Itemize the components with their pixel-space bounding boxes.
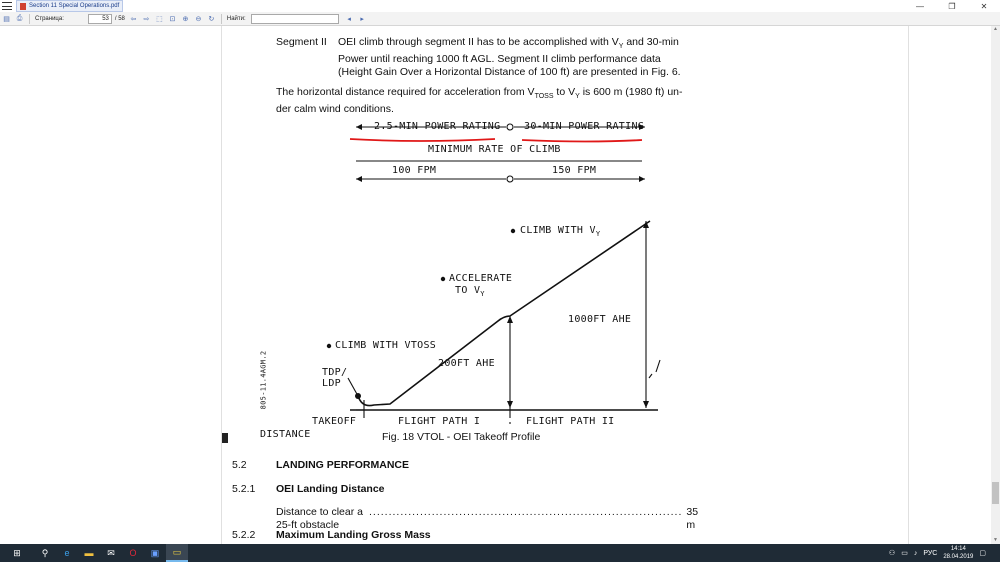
save-icon[interactable]: ▤	[3, 15, 10, 23]
accelerate-label-1: ACCELERATE	[449, 273, 513, 284]
takeoff-label-1: TAKEOFF	[312, 416, 357, 427]
segment-text-1-sub: Y	[618, 43, 624, 51]
climb-vy-label	[520, 225, 600, 238]
tdp-point	[355, 393, 361, 399]
rotate-icon[interactable]: ↻	[208, 15, 215, 23]
horiz-sub-1: TOSS	[534, 93, 554, 101]
section-5-2-1-number: 5.2.1	[232, 483, 256, 495]
takeoff-profile-figure	[259, 118, 670, 427]
input-language[interactable]: РУС	[923, 549, 938, 557]
flight-path-2-label: FLIGHT PATH II	[526, 416, 615, 427]
pdf-reader-taskbar-icon[interactable]: ▭	[166, 544, 188, 562]
fit-width-icon[interactable]: ⊡	[169, 15, 176, 23]
document-tab[interactable]	[16, 0, 123, 12]
min-rate-label: MINIMUM RATE OF CLIMB	[428, 144, 561, 155]
find-previous-icon[interactable]: ◂	[347, 15, 351, 23]
fpm-arrow-knot	[507, 176, 513, 182]
edge-browser-icon[interactable]: e	[64, 548, 70, 558]
tdp-leader	[348, 378, 358, 396]
document-tab-title: Section 11 Special Operations.pdf	[29, 3, 120, 9]
system-tray	[889, 544, 986, 562]
notifications-icon[interactable]: ▢	[979, 550, 986, 557]
figure-caption: Fig. 18 VTOL - OEI Takeoff Profile	[382, 431, 541, 443]
section-5-2-2-title: Maximum Landing Gross Mass	[276, 529, 431, 541]
scrollbar-thumb[interactable]	[992, 482, 999, 504]
opera-browser-icon[interactable]: O	[129, 548, 137, 558]
scroll-down-icon[interactable]: ▼	[993, 537, 998, 543]
horiz-text-1b: to V	[553, 86, 576, 98]
segment-paragraph	[338, 36, 710, 79]
horiz-text-1a: The horizontal distance required for acceleration from V	[276, 86, 535, 98]
segment-label: Segment II	[276, 36, 327, 48]
toolbar	[0, 12, 1000, 26]
power-rating-left: 2.5-MIN POWER RATING	[374, 121, 501, 132]
arrowhead-1000-down	[643, 401, 649, 408]
word-app-icon[interactable]: ▣	[150, 547, 160, 558]
pencil-mark-2	[649, 374, 652, 378]
section-5-2-1-title: OEI Landing Distance	[276, 483, 385, 495]
revision-bar	[222, 433, 228, 443]
clock-date: 28.04.2019	[943, 554, 974, 560]
leader-dots: ................................................................................	[369, 506, 683, 518]
toolbar-divider	[29, 14, 30, 24]
find-input[interactable]	[251, 14, 339, 24]
minimize-button[interactable]: —	[916, 1, 924, 11]
flight-path-1-label: FLIGHT PATH I	[398, 416, 481, 427]
horiz-sub-2: Y	[575, 93, 580, 101]
page-total: / 58	[114, 15, 125, 22]
power-arrow-knot	[507, 124, 513, 130]
horiz-text-2: der calm wind conditions.	[276, 103, 394, 116]
page-label: Страница:	[35, 15, 64, 22]
people-icon[interactable]: ⚇	[888, 550, 896, 557]
red-underline-right	[522, 140, 642, 142]
power-rating-right: 30-MIN POWER RATING	[524, 121, 645, 132]
vertical-scrollbar[interactable]	[991, 26, 1000, 544]
close-button[interactable]: ✕	[980, 1, 988, 11]
document-viewer[interactable]	[0, 26, 1000, 544]
arrowhead-200-up	[507, 316, 513, 323]
ahe-1000-label: 1000FT AHE	[568, 314, 632, 325]
clock[interactable]	[943, 545, 973, 561]
acceleration-paragraph	[276, 86, 700, 116]
scroll-up-icon[interactable]: ▲	[993, 26, 998, 32]
takeoff-label-2: DISTANCE	[260, 429, 311, 440]
arrowhead-top-left	[356, 124, 362, 130]
hamburger-menu-icon[interactable]	[2, 1, 12, 11]
ahe-200-label: 200FT AHE	[438, 358, 495, 369]
windows-taskbar	[0, 544, 1000, 562]
toolbar-divider	[221, 14, 222, 24]
section-5-2-2-number: 5.2.2	[232, 529, 256, 541]
restore-button[interactable]: ❐	[948, 1, 956, 11]
file-explorer-icon[interactable]: ▬	[84, 548, 94, 558]
arrowhead-200-down	[507, 401, 513, 408]
tdp-label-2: LDP	[322, 378, 341, 389]
page-number-input[interactable]: 53	[88, 14, 112, 24]
section-5-2-title: LANDING PERFORMANCE	[276, 459, 409, 471]
pencil-mark-1	[656, 360, 660, 372]
bullet-climb-vtoss	[327, 344, 331, 348]
landing-distance-label: Distance to clear a 25-ft obstacle	[276, 506, 363, 531]
title-bar	[0, 0, 1000, 12]
figure-side-code: 805-11.4AGM.2	[259, 350, 268, 410]
next-page-icon[interactable]: ⇨	[143, 15, 150, 23]
segment-text-1: OEI climb through segment II has to be accomplished with V	[338, 36, 619, 48]
horiz-text-1c: is 600 m (1980 ft) un-	[579, 86, 683, 98]
accelerate-sub: Y	[480, 290, 485, 298]
pdf-page	[221, 26, 909, 544]
section-5-2-number: 5.2	[232, 459, 247, 471]
tdp-label-1: TDP/	[322, 367, 348, 378]
red-underline-left	[350, 139, 495, 141]
print-icon[interactable]: ⎙	[16, 14, 23, 22]
climb-vy-sub: Y	[595, 230, 601, 238]
zoom-in-icon[interactable]: ⊕	[182, 15, 189, 23]
clock-time: 14:14	[950, 546, 966, 552]
climb-vtoss-label: CLIMB WITH VTOSS	[335, 340, 437, 351]
landing-distance-value: 35 m	[686, 506, 699, 531]
bullet-climb-vy	[511, 229, 515, 233]
find-label: Найти:	[226, 15, 246, 22]
fpm-right-label: 150 FPM	[552, 165, 597, 176]
fit-page-icon[interactable]: ⬚	[156, 15, 163, 23]
search-icon[interactable]: ⚲	[41, 547, 49, 558]
bullet-accelerate	[441, 277, 445, 281]
network-icon[interactable]: ▭	[901, 550, 908, 557]
segment-text-3: (Height Gain Over a Horizontal Distance of 100 ft) are presented in Fig. 6.	[338, 66, 681, 79]
arrowhead-fpm-left	[356, 176, 362, 182]
arrowhead-fpm-right	[639, 176, 645, 182]
accelerate-label-2	[455, 285, 485, 298]
pdf-file-icon	[20, 3, 26, 10]
find-next-icon[interactable]: ▸	[360, 15, 364, 23]
mail-icon[interactable]: ✉	[107, 547, 115, 558]
accelerate-text-2: TO V	[455, 285, 481, 296]
windows-start-icon[interactable]: ⊞	[13, 547, 21, 558]
prev-page-icon[interactable]: ⇦	[130, 15, 137, 23]
segment-text-1-end: and 30-min	[623, 36, 679, 48]
volume-icon[interactable]: ♪	[913, 549, 918, 557]
climb-vy-text: CLIMB WITH V	[520, 225, 596, 236]
fpm-left-label: 100 FPM	[392, 165, 437, 176]
segment-text-2: Power until reaching 1000 ft AGL. Segment II climb performance data	[338, 53, 661, 66]
zoom-out-icon[interactable]: ⊖	[195, 15, 202, 23]
